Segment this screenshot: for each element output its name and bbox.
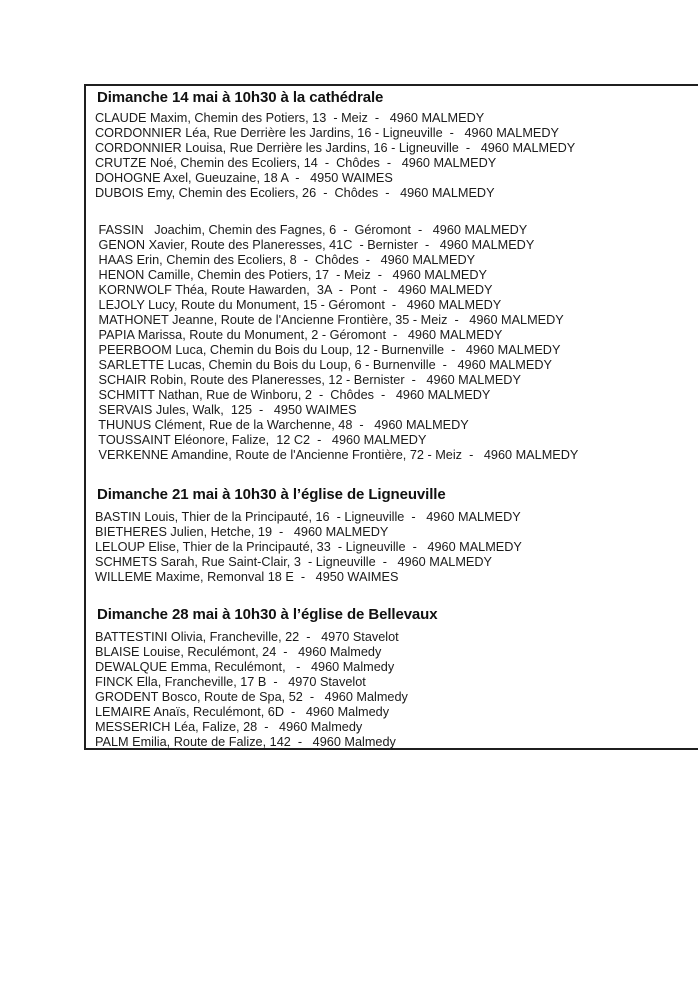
section-title: Dimanche 21 mai à 10h30 à l’église de Ligneuville [97, 486, 446, 503]
attendee-group [95, 223, 698, 463]
schedule-section [86, 89, 698, 463]
list-item: PALM Emilia, Route de Falize, 142 - 4960 Malmedy [95, 735, 396, 749]
list-item: LEMAIRE Anaïs, Reculémont, 6D - 4960 Malmedy [95, 705, 390, 719]
list-item: DUBOIS Emy, Chemin des Ecoliers, 26 - Chôdes - 4960 MALMEDY [95, 186, 495, 200]
list-item: BASTIN Louis, Thier de la Principauté, 16 - Ligneuville - 4960 MALMEDY [95, 510, 521, 524]
list-item: PAPIA Marissa, Route du Monument, 2 - Géromont - 4960 MALMEDY [95, 328, 503, 342]
list-item: BLAISE Louise, Reculémont, 24 - 4960 Malmedy [95, 645, 382, 659]
list-item: BATTESTINI Olivia, Francheville, 22 - 4970 Stavelot [95, 630, 399, 644]
list-item: PEERBOOM Luca, Chemin du Bois du Loup, 12 - Burnenville - 4960 MALMEDY [95, 343, 561, 357]
list-item: DEWALQUE Emma, Reculémont, - 4960 Malmedy [95, 660, 395, 674]
list-item: SERVAIS Jules, Walk, 125 - 4950 WAIMES [95, 403, 357, 417]
schedule-section [86, 606, 698, 750]
list-item: BIETHERES Julien, Hetche, 19 - 4960 MALMEDY [95, 525, 389, 539]
list-item: SCHMETS Sarah, Rue Saint-Clair, 3 - Ligneuville - 4960 MALMEDY [95, 555, 492, 569]
list-item: HENON Camille, Chemin des Potiers, 17 - Meiz - 4960 MALMEDY [95, 268, 488, 282]
list-item: LELOUP Elise, Thier de la Principauté, 33 - Ligneuville - 4960 MALMEDY [95, 540, 522, 554]
list-item: LEJOLY Lucy, Route du Monument, 15 - Géromont - 4960 MALMEDY [95, 298, 502, 312]
list-item: SARLETTE Lucas, Chemin du Bois du Loup, 6 - Burnenville - 4960 MALMEDY [95, 358, 552, 372]
list-item: GENON Xavier, Route des Planeresses, 41C - Bernister - 4960 MALMEDY [95, 238, 535, 252]
list-item: KORNWOLF Théa, Route Hawarden, 3A - Pont - 4960 MALMEDY [95, 283, 493, 297]
list-item: MESSERICH Léa, Falize, 28 - 4960 Malmedy [95, 720, 363, 734]
list-item: SCHMITT Nathan, Rue de Winboru, 2 - Chôdes - 4960 MALMEDY [95, 388, 491, 402]
list-item: CLAUDE Maxim, Chemin des Potiers, 13 - Meiz - 4960 MALMEDY [95, 111, 485, 125]
list-item: VERKENNE Amandine, Route de l'Ancienne Frontière, 72 - Meiz - 4960 MALMEDY [95, 448, 579, 462]
list-item: SCHAIR Robin, Route des Planeresses, 12 - Bernister - 4960 MALMEDY [95, 373, 521, 387]
list-item: HAAS Erin, Chemin des Ecoliers, 8 - Chôdes - 4960 MALMEDY [95, 253, 476, 267]
schedule-box [84, 84, 698, 750]
list-item: WILLEME Maxime, Remonval 18 E - 4950 WAIMES [95, 570, 399, 584]
list-item: FASSIN Joachim, Chemin des Fagnes, 6 - Géromont - 4960 MALMEDY [95, 223, 528, 237]
list-item: GRODENT Bosco, Route de Spa, 52 - 4960 Malmedy [95, 690, 408, 704]
attendee-group [95, 510, 698, 585]
schedule-section [86, 486, 698, 585]
attendee-group [95, 630, 698, 750]
section-title: Dimanche 28 mai à 10h30 à l’église de Bellevaux [97, 606, 438, 623]
list-item: THUNUS Clément, Rue de la Warchenne, 48 - 4960 MALMEDY [95, 418, 469, 432]
list-item: CORDONNIER Louisa, Rue Derrière les Jardins, 16 - Ligneuville - 4960 MALMEDY [95, 141, 576, 155]
list-item: TOUSSAINT Eléonore, Falize, 12 C2 - 4960 MALMEDY [95, 433, 427, 447]
list-item: FINCK Ella, Francheville, 17 B - 4970 Stavelot [95, 675, 366, 689]
list-item: MATHONET Jeanne, Route de l'Ancienne Frontière, 35 - Meiz - 4960 MALMEDY [95, 313, 564, 327]
attendee-group [95, 111, 698, 201]
list-item: CRUTZE Noé, Chemin des Ecoliers, 14 - Chôdes - 4960 MALMEDY [95, 156, 497, 170]
list-item: CORDONNIER Léa, Rue Derrière les Jardins, 16 - Ligneuville - 4960 MALMEDY [95, 126, 559, 140]
section-title: Dimanche 14 mai à 10h30 à la cathédrale [97, 89, 384, 106]
list-item: DOHOGNE Axel, Gueuzaine, 18 A - 4950 WAIMES [95, 171, 393, 185]
